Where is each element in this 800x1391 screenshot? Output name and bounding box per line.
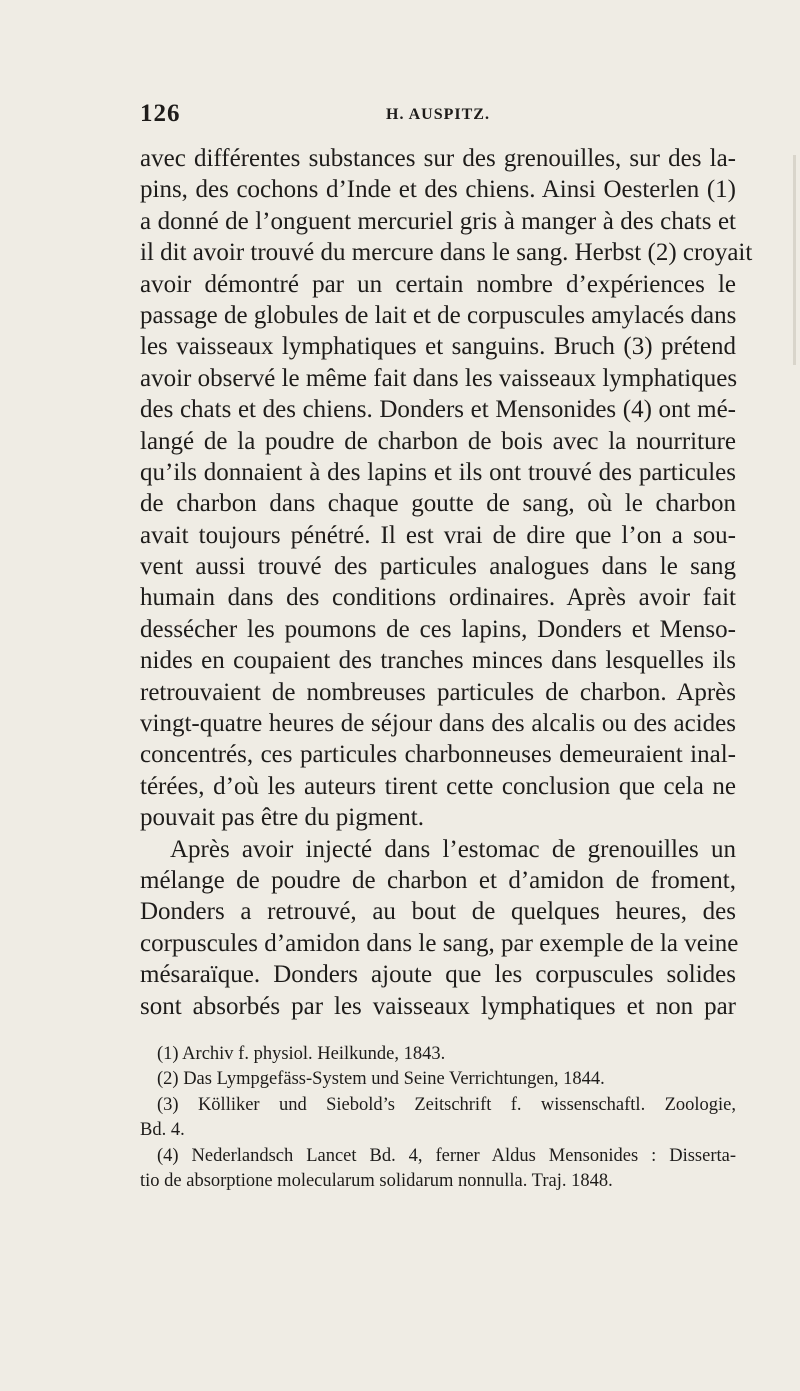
page-edge-shadow xyxy=(793,155,796,365)
text-line: avec différentes substances sur des grenouilles, sur des la- xyxy=(140,145,736,172)
text-line: les vaisseaux lymphatiques et sanguins. Bruch (3) prétend xyxy=(140,333,736,361)
text-line: retrouvaient de nombreuses particules de charbon. Après xyxy=(140,678,736,706)
text-line: térées, d’où les auteurs tirent cette conclusion que cela ne xyxy=(140,772,736,800)
text-line: pins, des cochons d’Inde et des chiens. Ainsi Oesterlen (1) xyxy=(140,176,736,204)
text-line: de charbon dans chaque goutte de sang, où le charbon xyxy=(140,490,736,518)
footnote: (1) Archiv f. physiol. Heilkunde, 1843. xyxy=(157,1044,446,1064)
text-line: il dit avoir trouvé du mercure dans le sang. Herbst (2) croyait xyxy=(140,239,753,267)
main-text xyxy=(140,143,753,1022)
text-line: pouvait pas être du pigment. xyxy=(140,804,424,832)
text-line: mésaraïque. Donders ajoute que les corpuscules solides xyxy=(140,961,736,989)
running-head: H. AUSPITZ. xyxy=(386,106,490,123)
text-line: dessécher les poumons de ces lapins, Donders et Menso- xyxy=(140,615,736,643)
footnote-continuation: tio de absorptione molecularum solidarum nonnulla. Traj. 1848. xyxy=(140,1170,613,1191)
text-line: vingt-quatre heures de séjour dans des alcalis ou des acides xyxy=(140,710,736,738)
page-header xyxy=(140,100,736,134)
text-line: concentrés, ces particules charbonneuses demeuraient inal- xyxy=(140,741,736,769)
text-line: langé de la poudre de charbon de bois avec la nourriture xyxy=(140,427,736,455)
footnotes xyxy=(140,1042,736,1194)
text-line: nides en coupaient des tranches minces dans lesquelles ils xyxy=(140,647,736,675)
footnote: (4) Nederlandsch Lancet Bd. 4, ferner Aldus Mensonides : Disserta- xyxy=(157,1145,736,1166)
footnote: (2) Das Lympgefäss-System und Seine Verrichtungen, 1844. xyxy=(157,1069,605,1090)
footnote: (3) Kölliker und Siebold’s Zeitschrift f. wissenschaftl. Zoologie, xyxy=(157,1094,736,1115)
text-line: avoir démontré par un certain nombre d’expériences le xyxy=(140,270,736,298)
text-line: vent aussi trouvé des particules analogues dans le sang xyxy=(140,553,736,581)
text-line: passage de globules de lait et de corpuscules amylacés dans xyxy=(140,301,737,329)
text-line: Après avoir injecté dans l’estomac de grenouilles un xyxy=(170,835,736,863)
text-line: avait toujours pénétré. Il est vrai de dire que l’on a sou- xyxy=(140,521,736,549)
text-line: avoir observé le même fait dans les vaisseaux lymphatiques xyxy=(140,364,738,392)
text-line: Donders a retrouvé, au bout de quelques heures, des xyxy=(140,898,736,926)
text-line: corpuscules d’amidon dans le sang, par exemple de la veine xyxy=(140,929,739,957)
text-line: mélange de poudre de charbon et d’amidon de froment, xyxy=(140,866,736,894)
text-line: sont absorbés par les vaisseaux lymphatiques et non par xyxy=(140,992,736,1020)
text-line: des chats et des chiens. Donders et Mensonides (4) ont mé- xyxy=(140,396,736,424)
footnote-continuation: Bd. 4. xyxy=(140,1120,185,1141)
text-line: qu’ils donnaient à des lapins et ils ont trouvé des particules xyxy=(140,458,736,486)
page-number: 126 xyxy=(140,100,181,127)
text-line: humain dans des conditions ordinaires. Après avoir fait xyxy=(140,584,736,612)
text-line: a donné de l’onguent mercuriel gris à manger à des chats et xyxy=(140,207,736,235)
